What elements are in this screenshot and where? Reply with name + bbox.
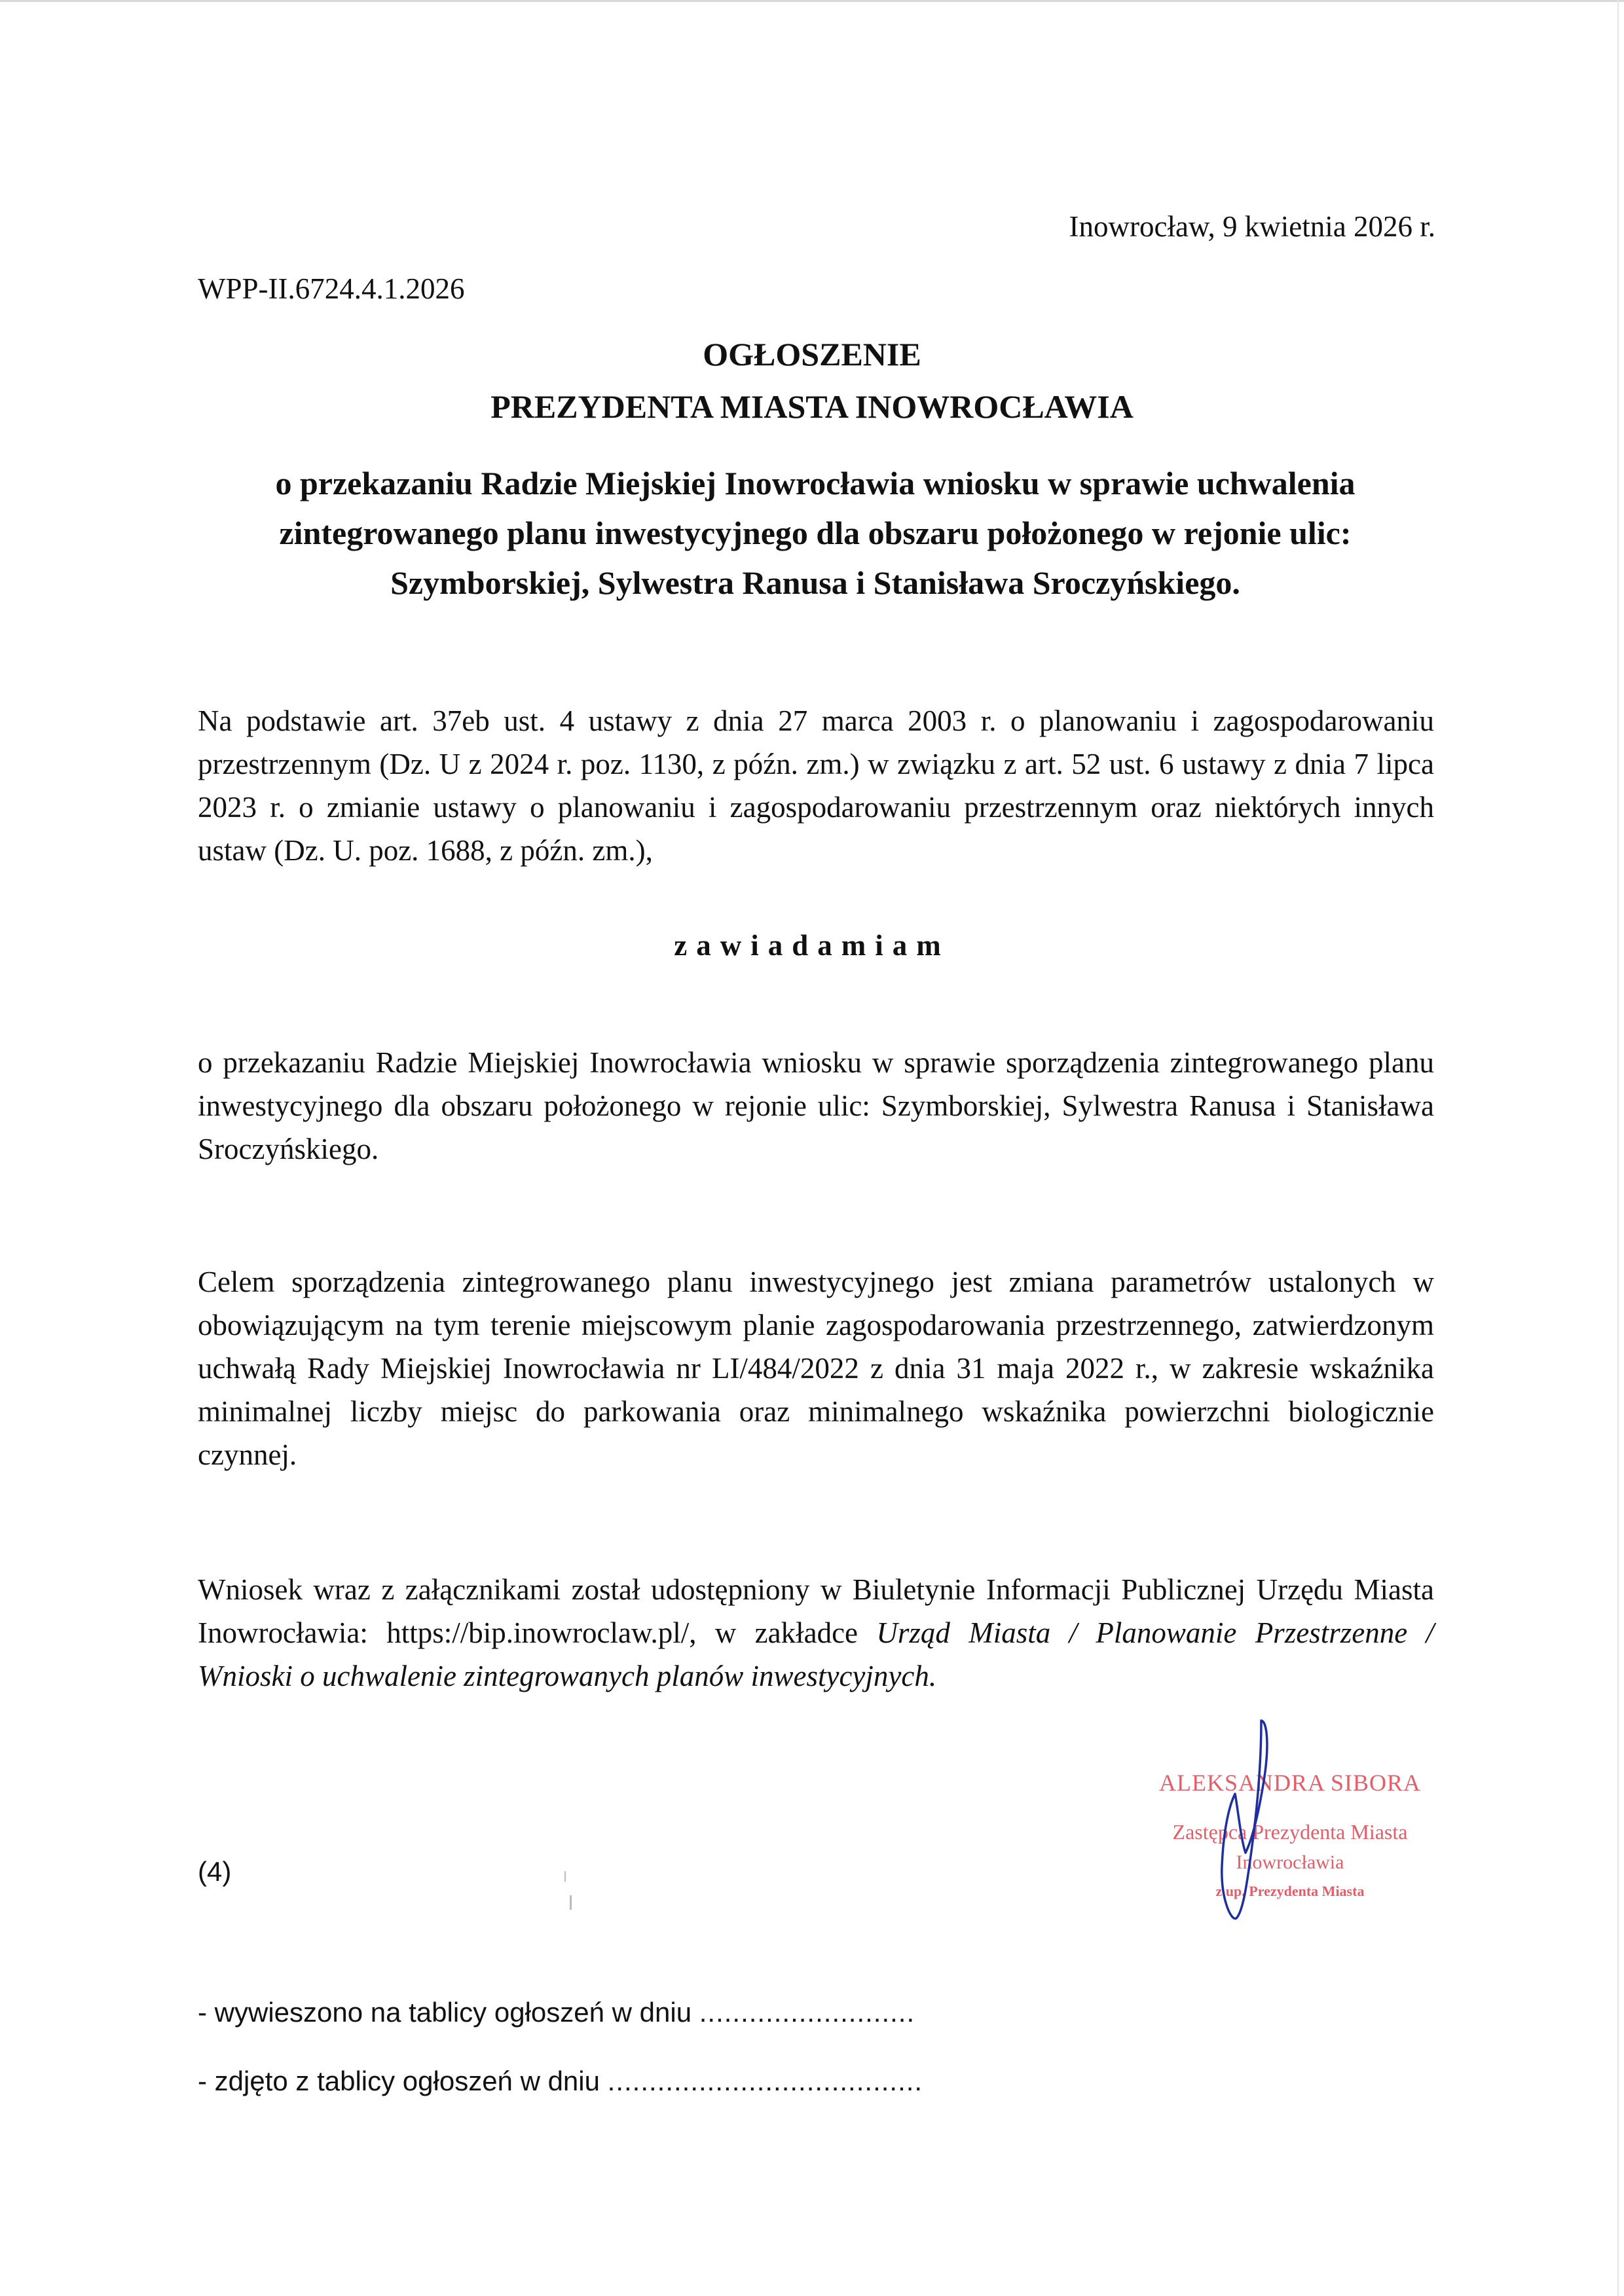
document-issuer: PREZYDENTA MIASTA INOWROCŁAWIA — [490, 388, 1134, 425]
scan-speck — [570, 1895, 572, 1910]
board-posted-label: - wywieszono na tablicy ogłoszeń w dniu — [198, 1997, 692, 2028]
stamp-role: Zastępca Prezydenta Miasta — [1172, 1820, 1408, 1844]
board-posted-line — [198, 1997, 915, 2028]
purpose-paragraph: Celem sporządzenia zintegrowanego planu inwestycyjnego jest zmiana parametrów ustalonych w obowiązującym na tym terenie miejscowym planie zagospodarowania przestrzennego, zatwierdzonym uchwałą Rady Miejskiej Inowrocławia nr LI/484/2022 z dnia 31 maja 2022 r., w zakresie wskaźnika minimalnej liczby miejsc do parkowania oraz minimalnego wskaźnika powierzchni biologicznie czynnej. — [198, 1266, 1434, 1471]
place-date: Inowrocław, 9 kwietnia 2026 r. — [1069, 210, 1435, 243]
legal-basis-paragraph: Na podstawie art. 37eb ust. 4 ustawy z dnia 27 marca 2003 r. o planowaniu i zagospodarowaniu przestrzennym (Dz. U z 2024 r. poz. 1130, z późn. zm.) w związku z art. 52 ust. 6 ustawy z dnia 7 lipca 2023 r. o zmianie ustawy o planowaniu i zagospodarowaniu przestrzennym oraz niektórych innych ustaw (Dz. U. poz. 1688, z późn. zm.), — [198, 704, 1434, 867]
notify-heading: zawiadamiam — [674, 929, 950, 962]
stamp-city: Inowrocławia — [1236, 1851, 1344, 1873]
notice-body-paragraph: o przekazaniu Radzie Miejskiej Inowrocławia wniosku w sprawie sporządzenia zintegrowanego planu inwestycyjnego dla obszaru położonego w rejonie ulic: Szymborskiej, Sylwestra Ranusa i Stanisława Sroczyńskiego. — [198, 1046, 1434, 1165]
stamp-name: ALEKSANDRA SIBORA — [1158, 1770, 1422, 1796]
reference-number: WPP-II.6724.4.1.2026 — [198, 272, 465, 305]
document-subject: o przekazaniu Radzie Miejskiej Inowrocławia wniosku w sprawie uchwalenia zintegrowanego planu inwestycyjnego dla obszaru położonego w rejonie ulic: Szymborskiej, Sylwestra Ranusa i Stanisława Sroczyńskiego. — [275, 465, 1356, 601]
official-stamp — [1107, 1702, 1473, 1925]
copies-count: (4) — [198, 1856, 232, 1887]
board-removed-line — [198, 2066, 923, 2097]
board-posted-date-field: .......................... — [699, 1997, 915, 2028]
scan-speck — [564, 1871, 566, 1882]
availability-paragraph — [198, 1568, 1434, 1698]
board-removed-label: - zdjęto z tablicy ogłoszeń w dniu — [198, 2066, 600, 2096]
stamp-authorization: z up. Prezydenta Miasta — [1215, 1883, 1365, 1899]
signature-icon — [1107, 1702, 1473, 1925]
availability-text: Wniosek wraz z załącznikami został udostępniony w Biuletynie Informacji Publicznej Urzędu Miasta Inowrocławia: https://bip.inowroclaw.pl/, w zakładce — [198, 1573, 1434, 1649]
scan-edge-top — [0, 0, 1624, 2]
board-removed-date-field: ...................................... — [607, 2066, 923, 2096]
bip-path: Urząd Miasta / Planowanie Przestrzenne / Wnioski o uchwalenie zintegrowanych planów inwestycyjnych. — [198, 1616, 1434, 1692]
document-title: OGŁOSZENIE — [703, 336, 921, 373]
